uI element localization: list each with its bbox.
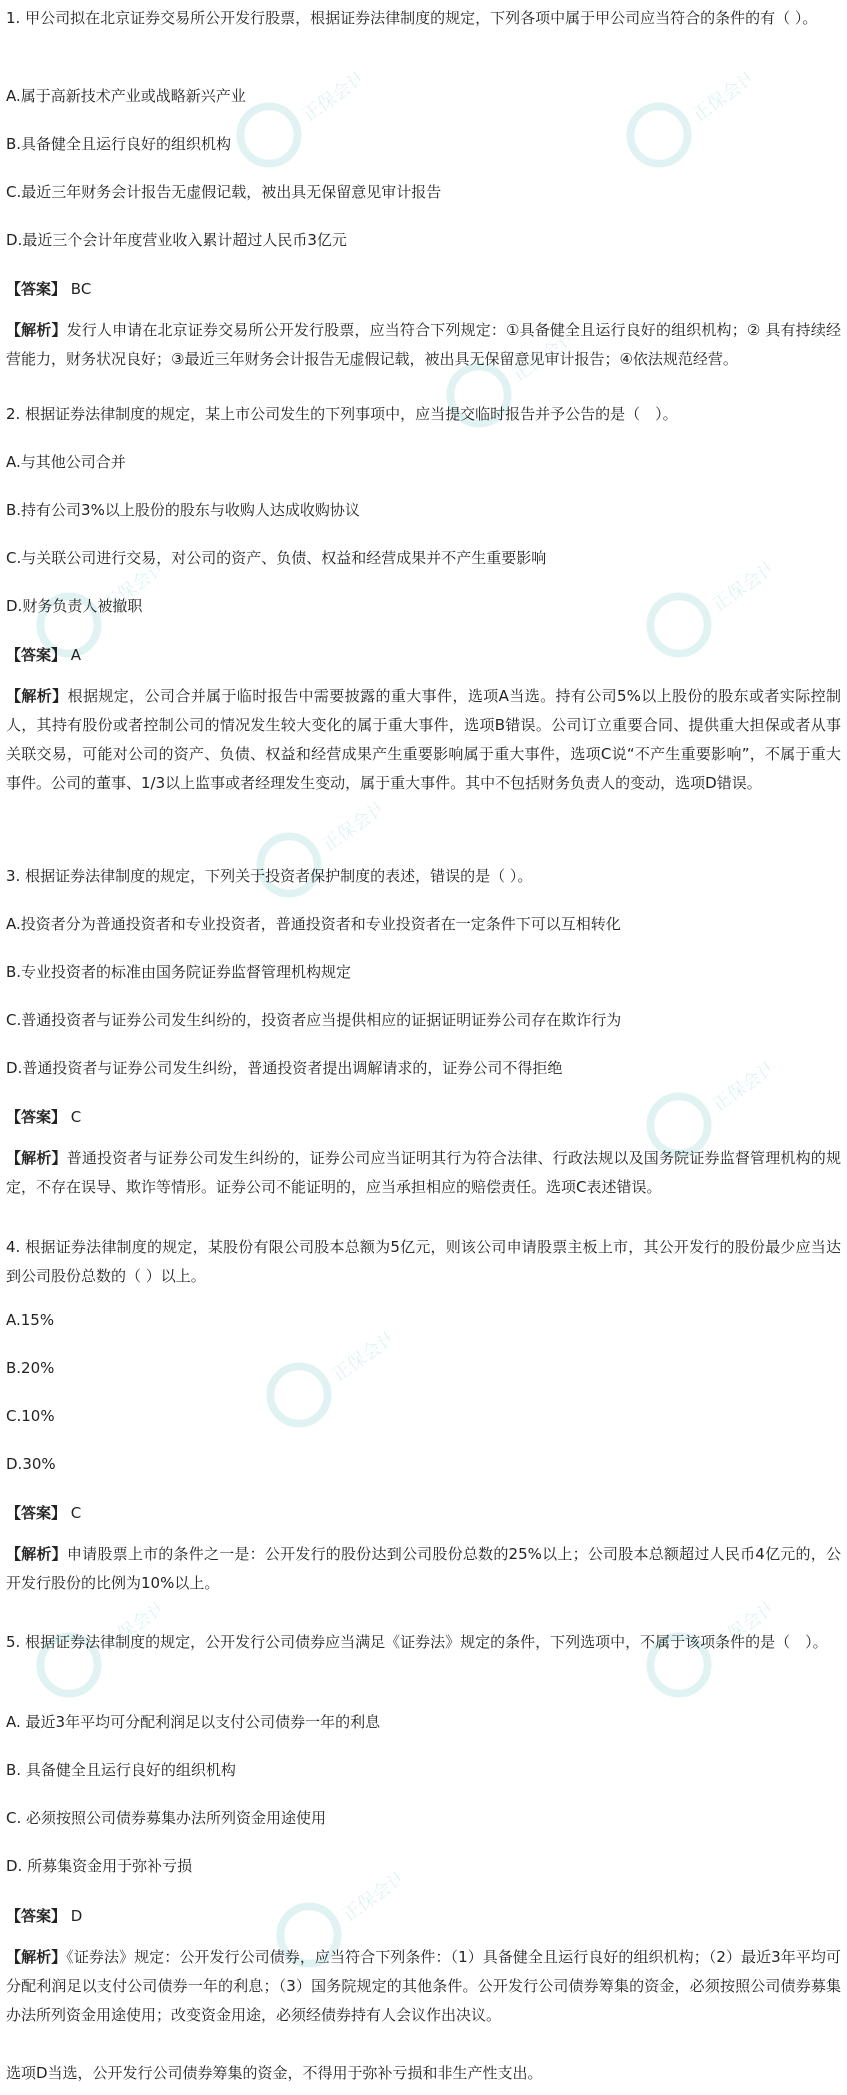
option: D.最近三个会计年度营业收入累计超过人民币3亿元: [6, 231, 347, 249]
answer-value: A: [70, 646, 82, 664]
option: B.具备健全且运行良好的组织机构: [6, 135, 232, 153]
watermark-logo-icon: [250, 800, 380, 930]
analysis-text: 根据规定，公司合并属于临时报告中需要披露的重大事件，选项A当选。持有公司5%以上股份的股东或者实际控制人，其持有股份或者控制公司的情况发生较大变化的属于重大事件，选项B错误。公司订立重要合同、提供重大担保或者从事关联交易，可能对公司的资产、负债、权益和经营成果产生重要影响属于重大事件，选项C说“不产生重要影响”，不属于重大事件。公司的董事、1/3以上监事或者经理发生变动，属于重大事件。其中不包括财务负责人的变动，选项D错误。: [6, 687, 841, 792]
option: A.属于高新技术产业或战略新兴产业: [6, 87, 246, 105]
svg-text:正保会计网校: 正保会计网校: [318, 800, 380, 857]
option: D. 所募集资金用于弥补亏损: [6, 1857, 193, 1875]
watermark-logo-icon: [30, 1600, 160, 1730]
option: A.投资者分为普通投资者和专业投资者，普通投资者和专业投资者在一定条件下可以互相转化: [6, 915, 621, 933]
question-stem: 4. 根据证券法律制度的规定，某股份有限公司股本总额为5亿元，则该公司申请股票主板上市，其公开发行的股份最少应当达到公司股份总数的（ ）以上。: [6, 1238, 841, 1285]
answer-label: 【答案】: [6, 1108, 67, 1126]
option: B. 具备健全且运行良好的组织机构: [6, 1761, 236, 1779]
svg-text:正保会计网校: 正保会计网校: [98, 1600, 160, 1657]
option: A.15%: [6, 1311, 55, 1329]
svg-text:正保会计网校: 正保会计网校: [708, 1060, 770, 1117]
option: D.财务负责人被撤职: [6, 597, 143, 615]
analysis-text: 普通投资者与证券公司发生纠纷的，证券公司应当证明其行为符合法律、行政法规以及国务院证券监督管理机构的规定，不存在误导、欺诈等情形。证券公司不能证明的，应当承担相应的赔偿责任。选项C表述错误。: [6, 1149, 841, 1196]
answer-label: 【答案】: [6, 646, 67, 664]
answer: [6, 280, 841, 298]
watermark-logo-icon: [260, 1330, 390, 1460]
answer-label: 【答案】: [6, 1504, 67, 1522]
analysis: [6, 316, 841, 374]
analysis-text: 申请股票上市的条件之一是：公开发行的股份达到公司股份总数的25%以上；公司股本总额超过人民币4亿元的，公开发行股份的比例为10%以上。: [6, 1545, 841, 1592]
question-stem: 1. 甲公司拟在北京证券交易所公开发行股票，根据证券法律制度的规定，下列各项中属于甲公司应当符合的条件的有（ ）。: [6, 9, 818, 27]
watermark-logo-icon: [30, 560, 160, 690]
analysis-label: 【解析】: [6, 687, 68, 705]
answer: [6, 1108, 841, 1126]
option: C.10%: [6, 1407, 55, 1425]
analysis: [6, 1144, 841, 1202]
svg-text:正保会计网校: 正保会计网校: [328, 1330, 390, 1387]
option: B.20%: [6, 1359, 55, 1377]
option: D.普通投资者与证券公司发生纠纷，普通投资者提出调解请求的，证券公司不得拒绝: [6, 1059, 563, 1077]
watermark-logo-icon: [640, 1600, 770, 1730]
answer-label: 【答案】: [6, 280, 67, 298]
analysis: [6, 1540, 841, 1598]
watermark-logo-icon: [640, 560, 770, 690]
option: C. 必须按照公司债券募集办法所列资金用途使用: [6, 1809, 327, 1827]
question-stem: 5. 根据证券法律制度的规定，公开发行公司债券应当满足《证券法》规定的条件，下列选项中，不属于该项条件的是（ ）。: [6, 1633, 828, 1651]
analysis: [6, 682, 841, 798]
answer: [6, 1504, 841, 1522]
option: A.与其他公司合并: [6, 453, 126, 471]
analysis-tail: 选项D当选，公开发行公司债券筹集的资金，不得用于弥补亏损和非生产性支出。: [6, 2064, 543, 2082]
question-stem: 2. 根据证券法律制度的规定，某上市公司发生的下列事项中，应当提交临时报告并予公告的是（ ）。: [6, 405, 678, 423]
analysis-text: 发行人申请在北京证券交易所公开发行股票，应当符合下列规定：①具备健全且运行良好的组织机构；② 具有持续经营能力，财务状况良好；③最近三年财务会计报告无虚假记载，被出具无保留意见审计报告；④依法规范经营。: [6, 321, 841, 368]
answer: [6, 1907, 841, 1925]
option: B.专业投资者的标准由国务院证券监督管理机构规定: [6, 963, 352, 981]
svg-text:正保会计网校: 正保会计网校: [338, 1870, 400, 1927]
analysis-label: 【解析】: [6, 1545, 67, 1563]
option: C.普通投资者与证券公司发生纠纷的，投资者应当提供相应的证据证明证券公司存在欺诈行为: [6, 1011, 622, 1029]
analysis-label: 【解析】: [6, 321, 67, 339]
svg-text:正保会计网校: 正保会计网校: [708, 560, 770, 617]
analysis: [6, 1943, 841, 2030]
analysis-label: 【解析】: [6, 1149, 67, 1167]
svg-text:正保会计网校: 正保会计网校: [298, 70, 360, 127]
answer-value: C: [70, 1108, 82, 1126]
option: B.持有公司3%以上股份的股东与收购人达成收购协议: [6, 501, 360, 519]
analysis-label: 【解析】: [6, 1948, 67, 1966]
answer: [6, 646, 841, 664]
svg-text:正保会计网校: 正保会计网校: [708, 1600, 770, 1657]
svg-text:正保会计网校: 正保会计网校: [508, 330, 570, 387]
svg-text:正保会计网校: 正保会计网校: [688, 70, 750, 127]
answer-label: 【答案】: [6, 1907, 67, 1925]
option: C.最近三年财务会计报告无虚假记载，被出具无保留意见审计报告: [6, 183, 442, 201]
option: D.30%: [6, 1455, 56, 1473]
question-stem: 3. 根据证券法律制度的规定，下列关于投资者保护制度的表述，错误的是（ ）。: [6, 867, 533, 885]
svg-text:正保会计网校: 正保会计网校: [98, 560, 160, 617]
analysis-text: 《证券法》规定：公开发行公司债券，应当符合下列条件：（1）具备健全且运行良好的组织机构；（2）最近3年平均可分配利润足以支付公司债券一年的利息；（3）国务院规定的其他条件。公开发行公司债券筹集的资金，必须按照公司债券募集办法所列资金用途使用；改变资金用途，必须经债券持有人会议作出决议。: [6, 1948, 841, 2024]
option: C.与关联公司进行交易，对公司的资产、负债、权益和经营成果并不产生重要影响: [6, 549, 547, 567]
answer-value: D: [70, 1907, 83, 1925]
answer-value: C: [70, 1504, 82, 1522]
option: A. 最近3年平均可分配利润足以支付公司债券一年的利息: [6, 1713, 381, 1731]
answer-value: BC: [70, 280, 92, 298]
